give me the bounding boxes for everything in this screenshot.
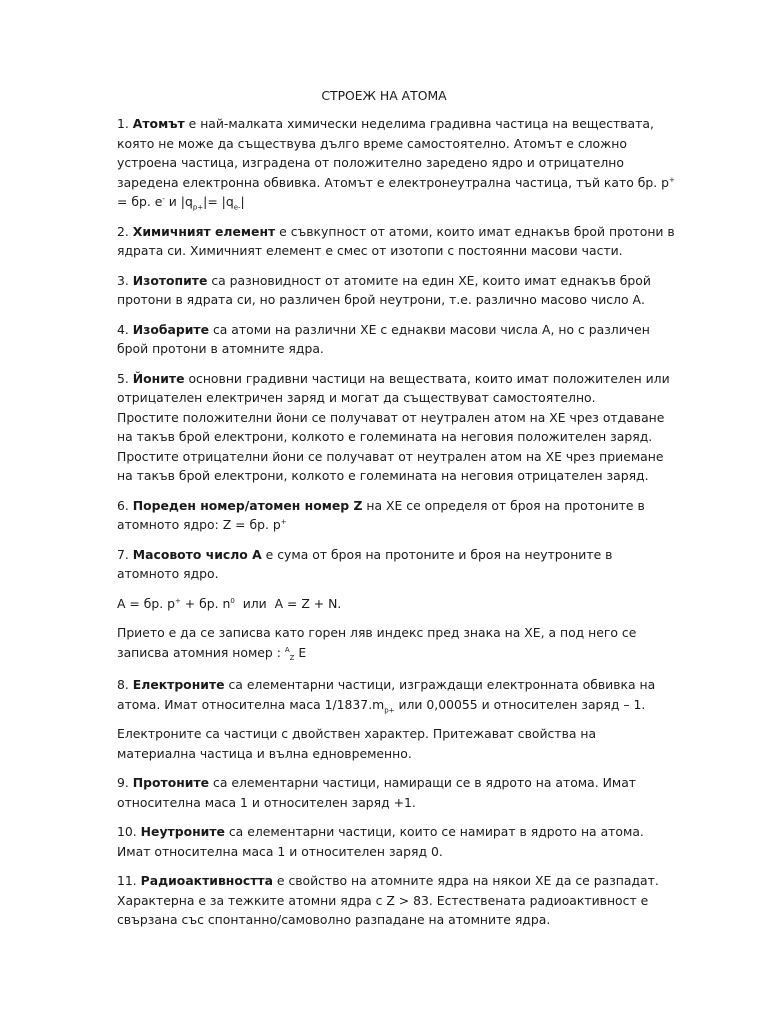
term-ions: Йоните	[132, 370, 185, 386]
paragraph-neutrons	[117, 822, 677, 861]
paragraph-text: е свойство на атомните ядра на някои ХЕ да се разпадат. Характерна е за тежките атомни ядра с Z > 83. Естествената радиоактивност е свързана със спонтанно/самоволно разпадане на атомните ядра.	[117, 873, 659, 927]
document-body	[117, 114, 677, 930]
term-mass-number: Масовото число А	[132, 546, 262, 562]
term-atom: Атомът	[132, 116, 185, 131]
item-number: 10.	[117, 824, 137, 839]
paragraph-electrons	[117, 675, 677, 714]
superscript: -	[162, 194, 165, 203]
paragraph-radioactivity	[117, 871, 677, 930]
item-number: 5.	[117, 370, 129, 386]
paragraph-atom	[117, 114, 677, 212]
item-number: 1.	[117, 116, 129, 131]
paragraph-text: основни градивни частици на веществата, които имат положителен или отрицателен електричен заряд и могат да съществуват самостоятелно.	[117, 370, 670, 405]
formula-text: + бр. n	[180, 595, 231, 611]
paragraph-ions	[117, 369, 677, 486]
paragraph-protons	[117, 773, 677, 812]
paragraph-text: са елементарни частици, които се намират в ядрото на атома. Имат относителна маса 1 и относителен заряд 0.	[117, 824, 644, 859]
term-atomic-number: Пореден номер/атомен номер Z	[132, 497, 363, 513]
paragraph-text: са елементарни частици, намиращи се в ядрото на атома. Имат относителна маса 1 и относителен заряд +1.	[117, 775, 637, 810]
subscript: p+	[384, 705, 395, 714]
paragraph-text: са разновидност от атомите на един ХЕ, които имат еднакъв брой протони в ядрата си, но различен брой неутрони, т.е. различно масово число А.	[117, 272, 651, 307]
paragraph-text: |	[240, 194, 245, 209]
mass-number-note	[117, 623, 677, 665]
paragraph-element	[117, 222, 677, 261]
paragraph-text: или 0,00055 и относителен заряд – 1.	[394, 696, 646, 712]
term-neutrons: Неутроните	[140, 824, 225, 839]
item-number: 8.	[117, 677, 129, 692]
subscript: e-	[233, 203, 241, 212]
paragraph-isobars	[117, 320, 677, 359]
term-radioactivity: Радиоактивността	[140, 873, 273, 888]
paragraph-text: на ХЕ се определя от броя на протоните в атомното ядро: Z = бр. р	[117, 497, 645, 532]
item-number: 7.	[117, 546, 129, 562]
electrons-note: Електроните са частици с двойствен характер. Притежават свойства на материална частица и вълна едновременно.	[117, 726, 597, 761]
paragraph-atomic-number	[117, 496, 677, 535]
paragraph-text: = бр. е	[117, 194, 163, 209]
term-isotopes: Изотопите	[132, 272, 208, 288]
subscript: Z	[289, 653, 295, 662]
paragraph-text: Простите отрицателни йони се получават от неутрален атом на ХЕ чрез приемане на такъв брой електрони, колкото е големината на неговия отрицателен заряд.	[117, 448, 664, 483]
term-isobars: Изобарите	[132, 321, 210, 337]
superscript: 0	[230, 596, 235, 605]
paragraph-isotopes	[117, 271, 677, 310]
paragraph-text: е съвкупност от атоми, които имат еднакъв брой протони в ядрата си. Химичният елемент е смес от изотопи с постоянни масови части.	[117, 223, 675, 258]
formula-text: или А = Z + N.	[234, 595, 342, 611]
item-number: 6.	[117, 497, 129, 513]
mass-number-formula	[117, 594, 677, 614]
term-electrons: Електроните	[132, 677, 225, 692]
paragraph-text: са елементарни частици, изграждащи електронната обвивка на атома. Имат относителна маса 1/1837.m	[117, 677, 656, 712]
term-protons: Протоните	[132, 775, 210, 790]
item-number: 2.	[117, 223, 129, 239]
subscript: p+	[192, 203, 204, 212]
paragraph-text: и |q	[164, 194, 193, 209]
formula-text: А = бр. р	[117, 595, 175, 611]
superscript: +	[174, 596, 181, 605]
item-number: 3.	[117, 272, 129, 288]
item-number: 11.	[117, 873, 137, 888]
term-element: Химичният елемент	[132, 223, 276, 239]
paragraph-text: Простите положителни йони се получават от неутрален атом на ХЕ чрез отдаване на такъв брой електрони, колкото е големината на неговия положителен заряд.	[117, 409, 665, 444]
item-number: 4.	[117, 321, 129, 337]
document-title: СТРОЕЖ НА АТОМА	[321, 88, 447, 103]
paragraph-text: е най-малката химически неделима градивна частица на веществата, която не може да съществува дълго време самостоятелно. Атомът е сложно устроена частица, изградена от положително заредено ядро и отрицателно заредена електронна обвивка. Атомът е електронеутрална частица, тъй като бр. р	[117, 116, 669, 190]
superscript: +	[280, 517, 287, 526]
superscript: A	[284, 645, 290, 654]
paragraph-mass-number	[117, 545, 677, 584]
paragraph-text: са атоми на различни ХЕ с еднакви масови числа А, но с различен брой протони в атомните ядра.	[117, 321, 650, 356]
paragraph-text: Е	[294, 644, 307, 660]
paragraph-text: |= |q	[203, 194, 234, 209]
paragraph-text: Прието е да се записва като горен ляв индекс пред знака на ХЕ, а под него се записва атомния номер :	[117, 625, 637, 660]
paragraph-text: е сума от броя на протоните и броя на неутроните в атомното ядро.	[117, 546, 613, 581]
item-number: 9.	[117, 775, 129, 790]
superscript: +	[669, 175, 675, 184]
